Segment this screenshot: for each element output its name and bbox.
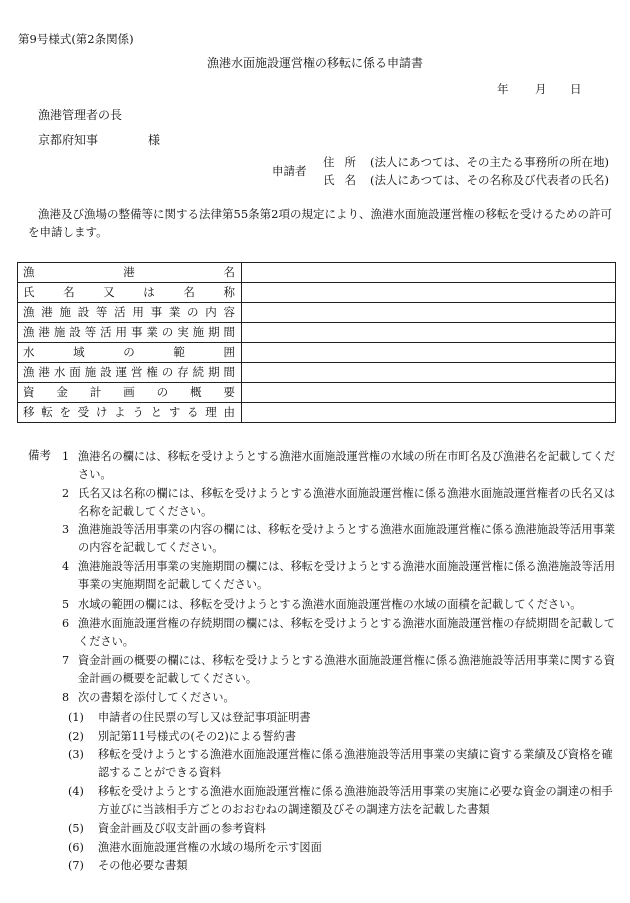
notes-heading: 備考 (28, 448, 51, 462)
attachment-number: (4) (68, 785, 84, 798)
table-row (18, 263, 616, 283)
addressee-line2: 京都府知事 (38, 133, 99, 147)
attachment-number: (1) (68, 711, 84, 724)
attachment-text: 申請者の住民票の写し又は登記事項証明書 (98, 711, 311, 724)
attachment-text: その他必要な書類 (98, 859, 188, 872)
table-row-label: 水域の範囲 (18, 343, 242, 363)
note-text: 漁港施設等活用事業の実施期間の欄には、移転を受けようとする漁港水面施設運営権に係る漁港施設等活用事業の実施期間を記載してください。 (78, 560, 616, 591)
form-number: 第9号様式(第2条関係) (18, 32, 134, 46)
table-row-label: 漁港水面施設運営権の存続期間 (18, 363, 242, 383)
date-year-label: 年 (497, 82, 509, 96)
addressee-honorific: 様 (148, 133, 161, 147)
note-item (62, 521, 618, 557)
attachment-item (68, 839, 613, 857)
date-day-label: 日 (570, 82, 582, 96)
note-number: 1 (62, 450, 70, 463)
attachment-number: (5) (68, 822, 84, 835)
note-text: 氏名又は名称の欄には、移転を受けようとする漁港水面施設運営権に係る漁港水面施設運営権者の氏名又は名称を記載してください。 (78, 487, 616, 518)
date-month-label: 月 (535, 82, 547, 96)
table-row (18, 323, 616, 343)
attachment-text: 漁港水面施設運営権の水域の場所を示す図面 (98, 841, 322, 854)
table-row-label: 移転を受けようとする理由 (18, 403, 242, 423)
table-row-value-field[interactable] (242, 363, 616, 383)
note-item (62, 596, 618, 614)
note-number: 6 (62, 617, 70, 630)
note-number: 7 (62, 654, 70, 667)
table-row-value-field[interactable] (242, 323, 616, 343)
note-text: 漁港水面施設運営権の存続期間の欄には、移転を受けようとする漁港水面施設運営権の存続期間を記載してください。 (78, 617, 616, 648)
document-title: 漁港水面施設運営権の移転に係る申請書 (206, 56, 423, 70)
applicant-label: 申請者 (272, 164, 307, 178)
attachment-number: (2) (68, 730, 84, 743)
table-row-label: 漁港施設等活用事業の内容 (18, 303, 242, 323)
note-text: 水域の範囲の欄には、移転を受けようとする漁港水面施設運営権の水域の面積を記載してください。 (78, 598, 582, 611)
attachment-text: 資金計画及び収支計画の参考資料 (98, 822, 266, 835)
table-row (18, 283, 616, 303)
applicant-address-note: (法人にあつては、その主たる事務所の所在地) (370, 155, 609, 169)
note-item (62, 558, 618, 594)
note-number: 3 (62, 523, 70, 536)
addressee-line1: 漁港管理者の長 (38, 108, 123, 122)
table-row-value-field[interactable] (242, 383, 616, 403)
application-table (17, 262, 616, 423)
attachment-item (68, 857, 613, 875)
table-row-value-field[interactable] (242, 263, 616, 283)
attachment-item (68, 709, 613, 727)
applicant-name-note: (法人にあつては、その名称及び代表者の氏名) (370, 173, 609, 187)
note-item (62, 448, 618, 484)
intro-paragraph: 漁港及び漁場の整備等に関する法律第55条第2項の規定により、漁港水面施設運営権の移転を受けるための許可を申請します。 (28, 207, 612, 239)
note-item (62, 652, 618, 688)
note-text: 漁港施設等活用事業の内容の欄には、移転を受けようとする漁港水面施設運営権に係る漁港施設等活用事業の内容を記載してください。 (78, 523, 616, 554)
note-item (62, 689, 618, 707)
attachment-number: (6) (68, 841, 84, 854)
note-text: 資金計画の概要の欄には、移転を受けようとする漁港水面施設運営権に係る漁港施設等活用事業に関する資金計画の概要を記載してください。 (78, 654, 616, 685)
note-text: 次の書類を添付してください。 (78, 691, 235, 704)
table-row-label: 氏名又は名称 (18, 283, 242, 303)
table-row (18, 403, 616, 423)
attachment-number: (7) (68, 859, 84, 872)
table-row (18, 363, 616, 383)
table-row-value-field[interactable] (242, 303, 616, 323)
attachment-text: 別記第11号様式の(その2)による誓約書 (98, 730, 296, 743)
note-number: 5 (62, 598, 70, 611)
table-row-label: 漁港名 (18, 263, 242, 283)
note-item (62, 615, 618, 651)
note-number: 2 (62, 487, 70, 500)
table-row-value-field[interactable] (242, 403, 616, 423)
note-number: 4 (62, 560, 70, 573)
attachment-item (68, 783, 613, 819)
attachment-text: 移転を受けようとする漁港水面施設運営権に係る漁港施設等活用事業の実施に必要な資金の調達の相手方並びに当該相手方ごとのおおむねの調達額及びその調達方法を記載した書類 (98, 785, 613, 816)
applicant-address-label: 住所 (323, 155, 366, 169)
attachment-text: 移転を受けようとする漁港水面施設運営権に係る漁港施設等活用事業の実績に資する業績及び資格を確認することができる資料 (98, 748, 613, 779)
note-text: 漁港名の欄には、移転を受けようとする漁港水面施設運営権の水域の所在市町名及び漁港名を記載してください。 (78, 450, 616, 481)
attachment-item (68, 820, 613, 838)
table-row-label: 資金計画の概要 (18, 383, 242, 403)
table-row (18, 383, 616, 403)
attachment-item (68, 746, 613, 782)
table-row (18, 343, 616, 363)
table-row (18, 303, 616, 323)
attachment-number: (3) (68, 748, 84, 761)
applicant-name-label: 氏名 (323, 173, 366, 187)
attachment-item (68, 728, 613, 746)
table-row-value-field[interactable] (242, 283, 616, 303)
table-row-label: 漁港施設等活用事業の実施期間 (18, 323, 242, 343)
table-row-value-field[interactable] (242, 343, 616, 363)
note-number: 8 (62, 691, 70, 704)
note-item (62, 485, 618, 521)
